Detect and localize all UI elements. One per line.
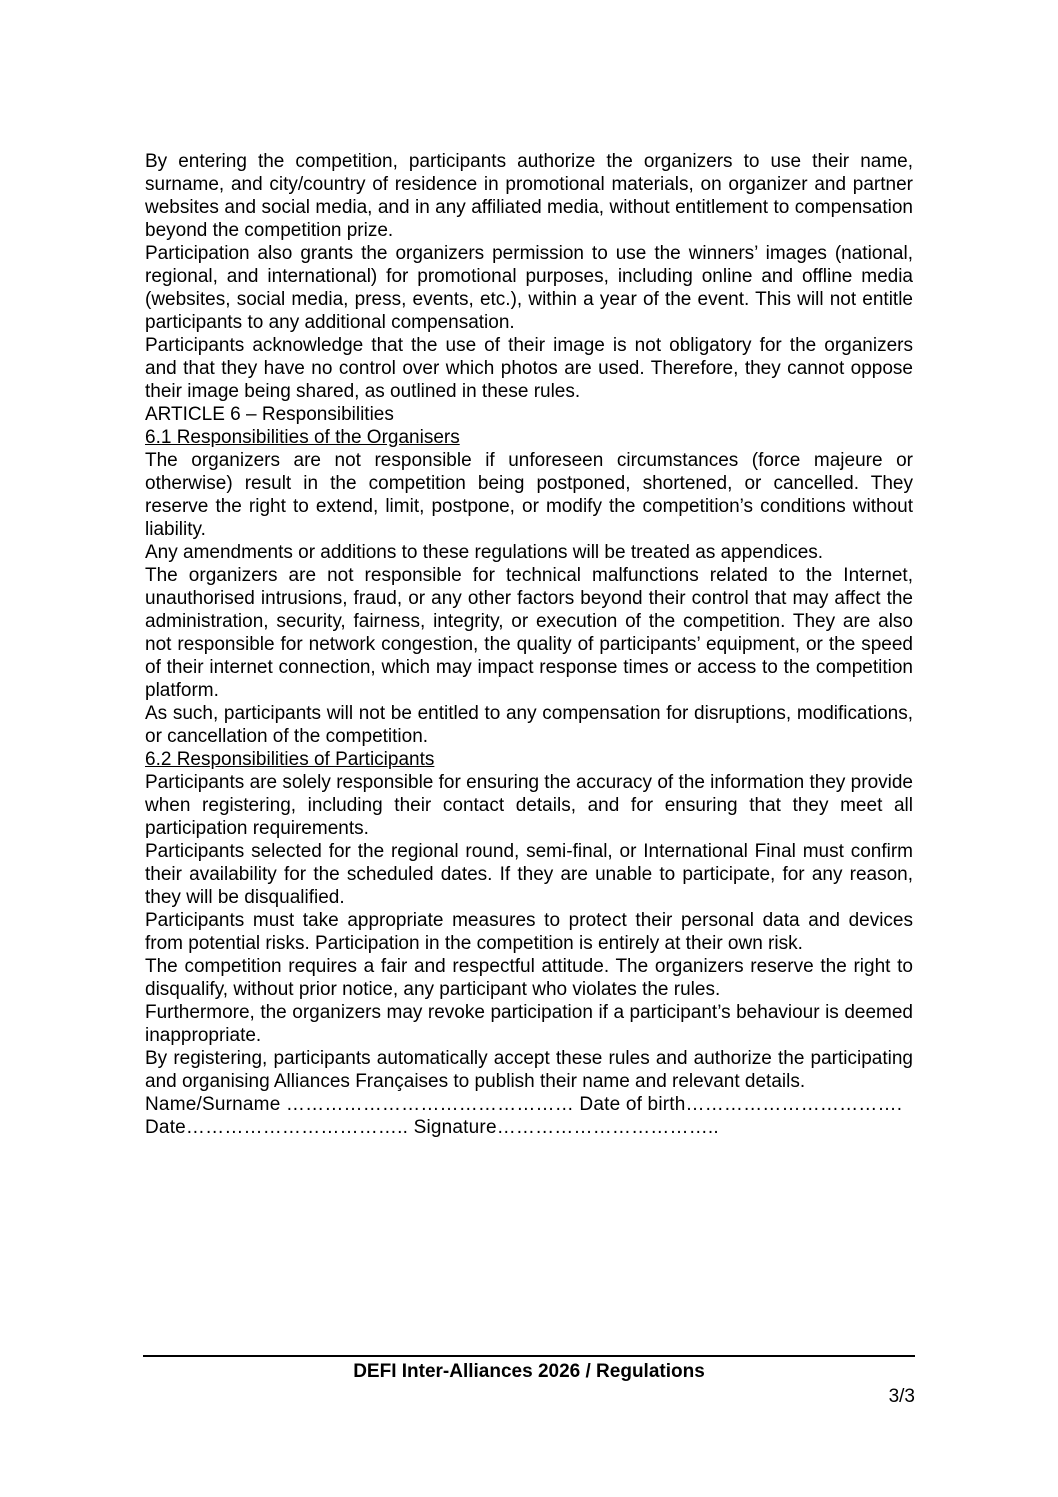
paragraph-no-compensation: As such, participants will not be entitled to any compensation for disruptions, modifications, or cancellation of the competition. <box>145 703 913 747</box>
signature-line-date-signature: Date…………………………….. Signature…………………………….. <box>145 1117 719 1138</box>
signature-line-name-dob: Name/Surname ……………………………………… Date of birth……………………………. <box>145 1094 903 1115</box>
paragraph-name-usage: By entering the competition, participants authorize the organizers to use their name, surname, and city/country of residence in promotional materials, on organizer and partner websites and social media, and in any affiliated media, without entitlement to compensation beyond the competition prize. <box>145 151 913 241</box>
paragraph-technical-malfunctions: The organizers are not responsible for technical malfunctions related to the Internet, unauthorised intrusions, fraud, or any other factors beyond their control that may affect the administration, security, fairness, integrity, or execution of the competition. They are also not responsible for network congestion, the quality of participants’ equipment, or the speed of their internet connection, which may impact response times or access to the competition platform. <box>145 565 913 701</box>
article-6-heading: ARTICLE 6 – Responsibilities <box>145 404 394 425</box>
section-6-2-heading: 6.2 Responsibilities of Participants <box>145 749 435 770</box>
paragraph-information-accuracy: Participants are solely responsible for ensuring the accuracy of the information they provide when registering, including their contact details, and for ensuring that they meet all participation requirements. <box>145 772 913 839</box>
footer-title: DEFI Inter-Alliances 2026 / Regulations <box>353 1361 705 1382</box>
paragraph-amendments: Any amendments or additions to these regulations will be treated as appendices. <box>145 542 824 563</box>
document-body <box>145 150 913 1139</box>
paragraph-acceptance-bold: By registering, participants automatically accept these rules and authorize the participating and organising Alliances Françaises to publish their name and relevant details. <box>145 1048 913 1092</box>
paragraph-winners-images: Participation also grants the organizers permission to use the winners’ images (national, regional, and international) for promotional purposes, including online and offline media (websites, social media, press, events, etc.), within a year of the event. This will not entitle participants to any additional compensation. <box>145 243 913 333</box>
paragraph-data-protection: Participants must take appropriate measures to protect their personal data and devices from potential risks. Participation in the competition is entirely at their own risk. <box>145 910 913 954</box>
paragraph-availability: Participants selected for the regional round, semi-final, or International Final must confirm their availability for the scheduled dates. If they are unable to participate, for any reason, they will be disqualified. <box>145 841 913 908</box>
paragraph-fair-attitude: The competition requires a fair and respectful attitude. The organizers reserve the right to disqualify, without prior notice, any participant who violates the rules. <box>145 956 913 1000</box>
paragraph-force-majeure: The organizers are not responsible if unforeseen circumstances (force majeure or otherwise) result in the competition being postponed, shortened, or cancelled. They reserve the right to extend, limit, postpone, or modify the competition’s conditions without liability. <box>145 450 913 540</box>
paragraph-image-acknowledgement: Participants acknowledge that the use of their image is not obligatory for the organizers and that they have no control over which photos are used. Therefore, they cannot oppose their image being shared, as outlined in these rules. <box>145 335 913 402</box>
paragraph-revoke-participation: Furthermore, the organizers may revoke participation if a participant’s behaviour is deemed inappropriate. <box>145 1002 913 1046</box>
page-number: 3/3 <box>888 1386 915 1407</box>
page-footer <box>143 1355 915 1408</box>
section-6-1-heading: 6.1 Responsibilities of the Organisers <box>145 427 460 448</box>
